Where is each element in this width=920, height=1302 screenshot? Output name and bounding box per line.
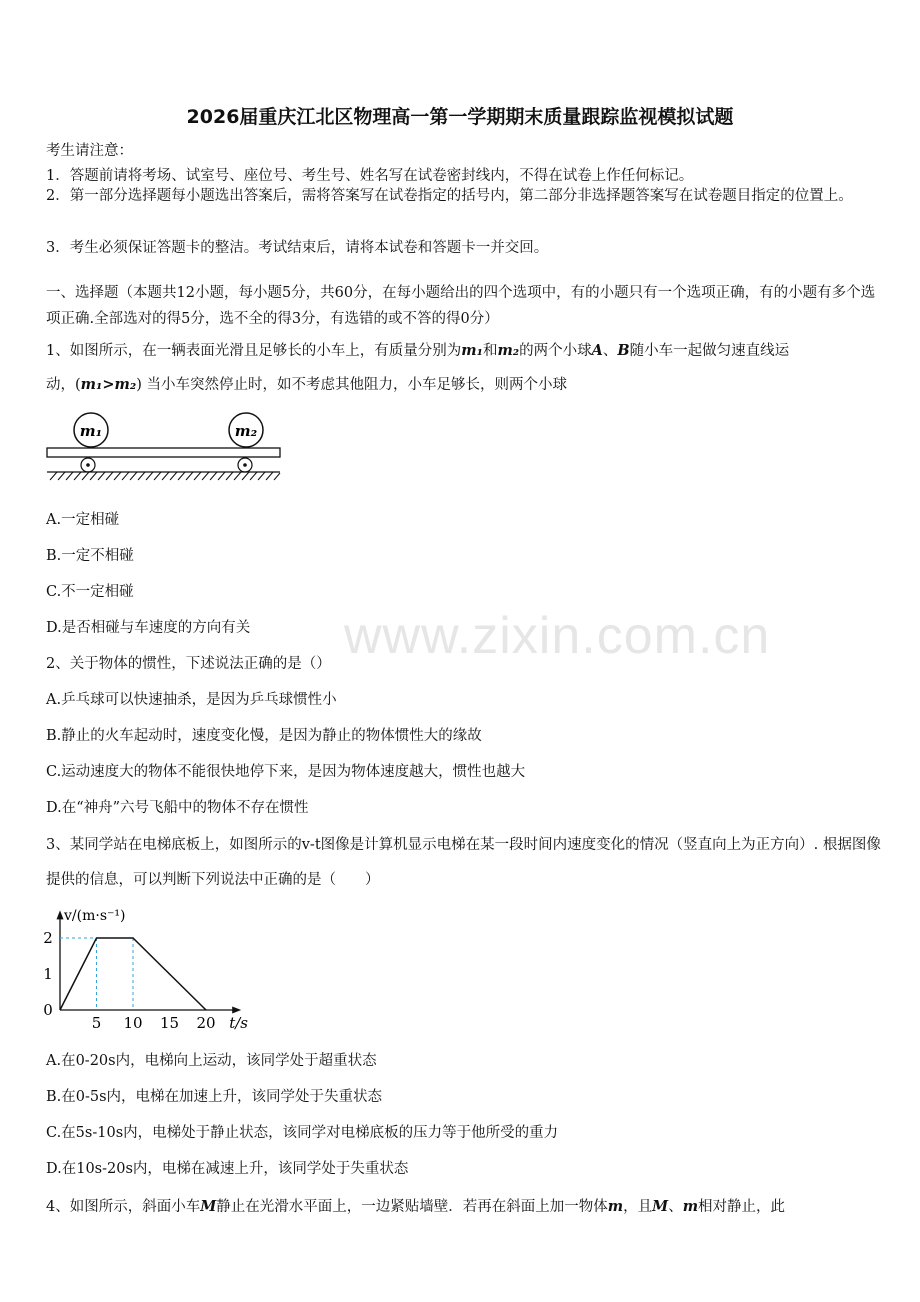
x-axis-arrow (232, 1007, 241, 1014)
y-axis-arrow (57, 910, 64, 919)
q2-stem: 2、关于物体的惯性，下述说法正确的是（） (46, 656, 331, 672)
q4-stem: 4、如图所示，斜面小车M静止在光滑水平面上，一边紧贴墙壁．若再在斜面上加一物体m，且M、m相对静止，此 (46, 1198, 786, 1215)
q2-option-c: C.运动速度大的物体不能很快地停下来，是因为物体速度越大，惯性也越大 (46, 764, 526, 780)
q3-option-b: B.在0-5s内，电梯在加速上升，该同学处于失重状态 (46, 1089, 383, 1105)
q2-option-a: A.乒乓球可以快速抽杀，是因为乒乓球惯性小 (46, 692, 337, 708)
q1-option-b: B.一定不相碰 (46, 548, 134, 564)
section-heading: 一、选择题（本题共12小题，每小题5分，共60分，在每小题给出的四个选项中，有的小题只有一个选项正确，有的小题有多个选项正确.全部选对的得5分，选不全的得3分，有选错的或不答的得0分） (46, 285, 876, 327)
notice-item-3: 3．考生必须保证答题卡的整洁。考试结束后，请将本试卷和答题卡一并交回。 (46, 240, 549, 256)
q1-option-d: D.是否相碰与车速度的方向有关 (46, 620, 251, 636)
x-tick-label: 20 (196, 1014, 216, 1032)
q2-option-b: B.静止的火车起动时，速度变化慢，是因为静止的物体惯性大的缘故 (46, 728, 482, 744)
ball-m2-label: m₂ (234, 422, 258, 440)
cart-figure (44, 408, 286, 484)
notice-item-2: 2．第一部分选择题每小题选出答案后，需将答案写在试卷指定的括号内，第二部分非选择题答案写在试卷题目指定的位置上。 (46, 188, 853, 204)
ground-hatch (50, 472, 280, 480)
q1-option-a: A.一定相碰 (46, 512, 120, 528)
y-tick-label: 1 (43, 965, 53, 983)
notice-heading: 考生请注意： (46, 143, 133, 159)
vt-chart (40, 900, 250, 1035)
q1-option-c: C.不一定相碰 (46, 584, 134, 600)
y-axis-label: v/(m·s⁻¹) (64, 908, 126, 924)
q3-option-d: D.在10s-20s内，电梯在减速上升，该同学处于失重状态 (46, 1161, 409, 1177)
q3-option-c: C.在5s-10s内，电梯处于静止状态，该同学对电梯底板的压力等于他所受的重力 (46, 1125, 559, 1141)
q3-stem: 3、某同学站在电梯底板上，如图所示的v-t图像是计算机显示电梯在某一段时间内速度变化的情况（竖直向上为正方向）. 根据图像提供的信息，可以判断下列说法中正确的是（ ） (46, 837, 881, 888)
ball-m1-label: m₁ (79, 422, 103, 440)
y-tick-label: 0 (43, 1001, 53, 1019)
q3-option-a: A.在0-20s内，电梯向上运动，该同学处于超重状态 (46, 1053, 377, 1069)
notice-item-1: 1．答题前请将考场、试室号、座位号、考生号、姓名写在试卷密封线内，不得在试卷上作任何标记。 (46, 168, 694, 184)
watermark: www.zixin.com.cn (344, 607, 771, 665)
q1-stem-line2: 动，(m₁>m₂) 当小车突然停止时，如不考虑其他阻力，小车足够长，则两个小球 (46, 376, 567, 393)
x-tick-label: 5 (91, 1014, 102, 1032)
cart-board (47, 448, 280, 457)
x-tick-label: 10 (123, 1014, 143, 1032)
x-tick-label: 15 (159, 1014, 180, 1032)
q1-stem-line1: 1、如图所示，在一辆表面光滑且足够长的小车上，有质量分别为m₁和m₂的两个小球A、B随小车一起做匀速直线运 (46, 342, 790, 359)
page-title: 2026届重庆江北区物理高一第一学期期末质量跟踪监视模拟试题 (186, 106, 734, 128)
x-axis-label: t/s (229, 1014, 248, 1032)
y-tick-label: 2 (43, 929, 53, 947)
q2-option-d: D.在“神舟”六号飞船中的物体不存在惯性 (46, 800, 309, 816)
